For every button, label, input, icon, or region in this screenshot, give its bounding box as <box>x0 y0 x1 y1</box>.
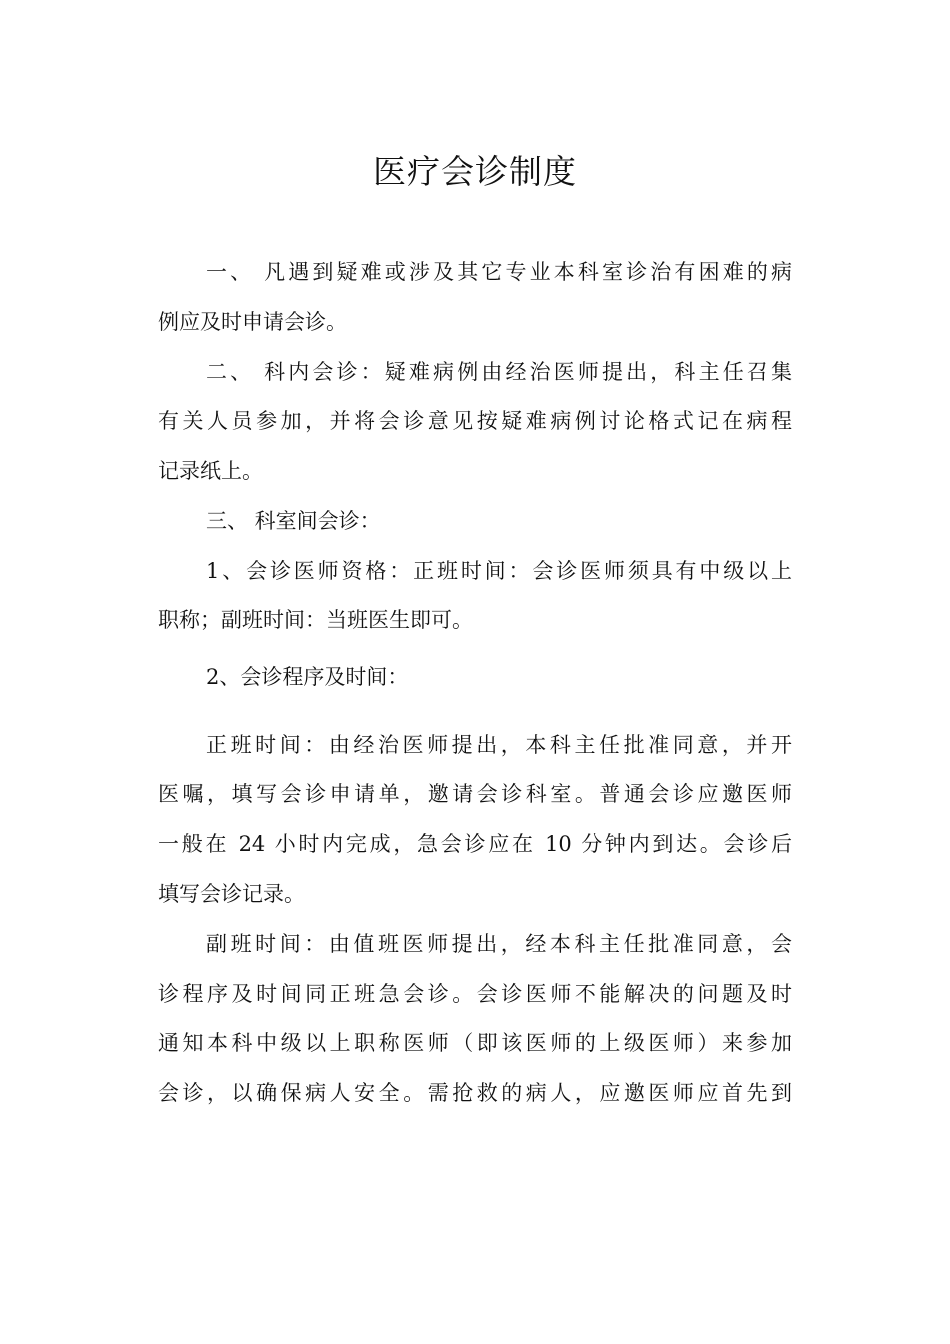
regular-shift-line-3: 一般在 24 小时内完成，急会诊应在 10 分钟内到达。会诊后 <box>158 832 792 856</box>
paragraph-2-line-3: 记录纸上。 <box>158 459 263 483</box>
relief-shift-line-4: 会诊，以确保病人安全。需抢救的病人，应邀医师应首先到 <box>158 1081 792 1105</box>
item-1-line-1: 1、会诊医师资格：正班时间：会诊医师须具有中级以上 <box>206 559 792 583</box>
relief-shift-line-2: 诊程序及时间同正班急会诊。会诊医师不能解决的问题及时 <box>158 982 792 1006</box>
document-title: 医疗会诊制度 <box>373 152 577 191</box>
paragraph-1-line-1: 一、 凡遇到疑难或涉及其它专业本科室诊治有困难的病 <box>206 260 792 284</box>
regular-shift-line-1: 正班时间：由经治医师提出，本科主任批准同意，并开 <box>206 733 792 757</box>
paragraph-1-line-2: 例应及时申请会诊。 <box>158 310 347 334</box>
relief-shift-line-1: 副班时间：由值班医师提出，经本科主任批准同意，会 <box>206 932 792 956</box>
item-1-line-2: 职称；副班时间：当班医生即可。 <box>158 608 473 632</box>
regular-shift-line-2: 医嘱，填写会诊申请单，邀请会诊科室。普通会诊应邀医师 <box>158 782 792 806</box>
item-2-heading: 2、会诊程序及时间： <box>206 665 409 689</box>
paragraph-2-line-2: 有关人员参加，并将会诊意见按疑难病例讨论格式记在病程 <box>158 409 792 433</box>
section-3-heading: 三、 科室间会诊： <box>206 509 381 533</box>
regular-shift-line-4: 填写会诊记录。 <box>158 882 305 906</box>
paragraph-2-line-1: 二、 科内会诊：疑难病例由经治医师提出，科主任召集 <box>206 360 792 384</box>
relief-shift-line-3: 通知本科中级以上职称医师（即该医师的上级医师）来参加 <box>158 1031 792 1055</box>
